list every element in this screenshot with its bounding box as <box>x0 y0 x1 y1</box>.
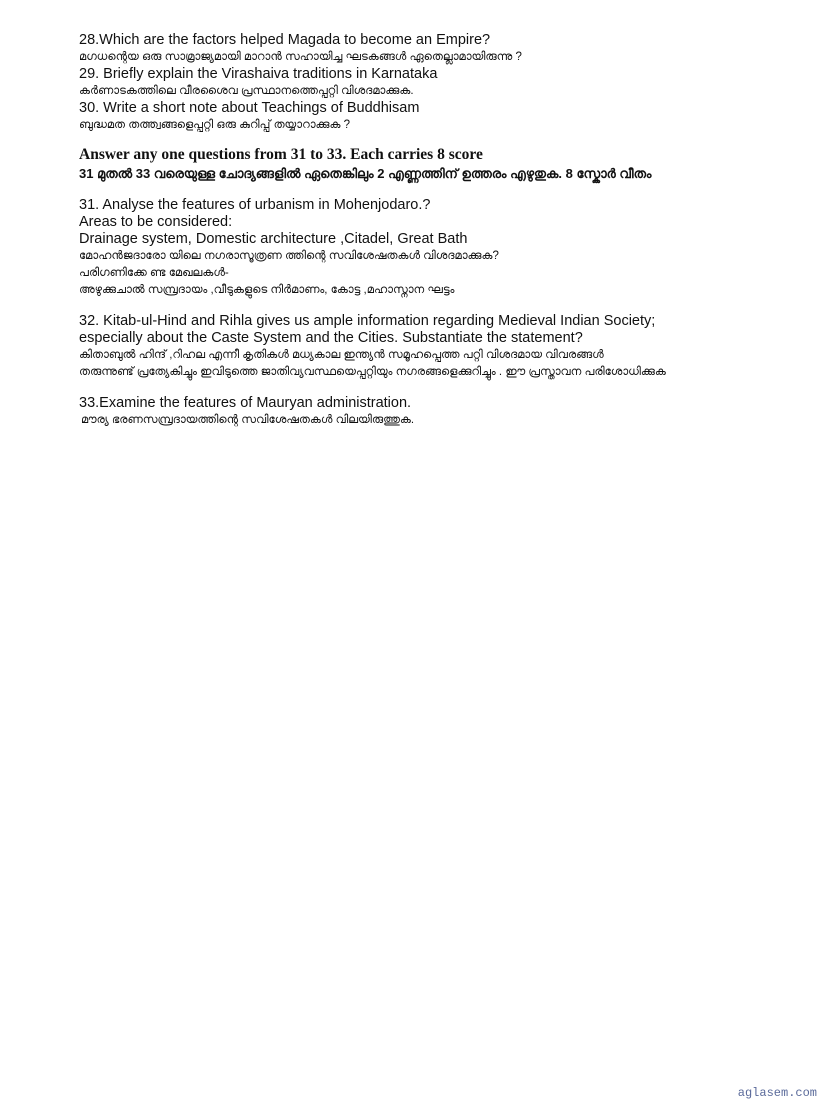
question-33-malayalam: മൗര്യ ഭരണസമ്പ്രദായത്തിന്റെ സവിശേഷതകൾ വിലയിരുത്തുക. <box>81 414 415 426</box>
question-31-areas-label-malayalam: പരിഗണിക്കേ ണ്ട മേഖലകൾ- <box>79 267 229 279</box>
question-32: 32. Kitab-ul-Hind and Rihla gives us ample information regarding Medieval Indian Society; <box>79 313 656 329</box>
question-28-malayalam: മഗധന്റെയ ഒരു സാമ്രാജ്യമായി മാറാൻ സഹായിച്ച ഘടകങ്ങൾ ഏതെല്ലാമായിരുന്നു ? <box>79 51 522 63</box>
question-32-malayalam-continued: തരുന്നുണ്ട് പ്രത്യേകിച്ചും ഇവിടുത്തെ ജാതിവ്യവസ്ഥയെപ്പറ്റിയും നഗരങ്ങളെക്കുറിച്ചും . ഈ പ്രസ്താവന പരിശോധിക്കുക <box>79 366 666 378</box>
question-33: 33.Examine the features of Mauryan administration. <box>79 395 412 411</box>
section-heading: Answer any one questions from 31 to 33. Each carries 8 score <box>79 146 483 163</box>
question-31-malayalam: മോഹൻജദാരോ യിലെ നഗരാസൂത്രണ ത്തിന്റെ സവിശേഷതകൾ വിശദമാക്കുക? <box>79 250 499 262</box>
question-31-areas-label: Areas to be considered: <box>79 214 233 230</box>
question-32-continued: especially about the Caste System and the Cities. Substantiate the statement? <box>79 330 583 346</box>
question-29-malayalam: കർണാടകത്തിലെ വീരശൈവ പ്രസ്ഥാനത്തെപ്പറ്റി വിശദമാക്കുക. <box>79 85 414 97</box>
question-30: 30. Write a short note about Teachings of Buddhisam <box>79 100 420 116</box>
question-31-areas: Drainage system, Domestic architecture ,Citadel, Great Bath <box>79 231 468 247</box>
question-32-malayalam: കിതാബുൽ ഹിന്ദ് ,റിഹല എന്നീ കൃതികൾ മധ്യകാല ഇന്ത്യൻ സമൂഹപ്പെത്ത പറ്റി വിശദമായ വിവരങ്ങൾ <box>79 349 604 361</box>
footer-watermark: aglasem.com <box>737 1086 817 1100</box>
question-28: 28.Which are the factors helped Magada to become an Empire? <box>79 32 491 48</box>
question-31: 31. Analyse the features of urbanism in Mohenjodaro.? <box>79 197 431 213</box>
section-heading-malayalam: 31 മുതൽ 33 വരെയുള്ള ചോദ്യങ്ങളിൽ ഏതെങ്കിലും 2 എണ്ണത്തിന് ഉത്തരം എഴുതുക. 8 സ്കോർ വീതം <box>79 166 652 181</box>
question-30-malayalam: ബുദ്ധമത തത്ത്വങ്ങളെപ്പറ്റി ഒരു കുറിപ്പ് തയ്യാറാക്കുക ? <box>79 119 351 131</box>
question-29: 29. Briefly explain the Virashaiva traditions in Karnataka <box>79 66 438 82</box>
question-paper-page <box>79 32 769 429</box>
question-31-areas-malayalam: അഴുക്കുചാൽ സമ്പ്രദായം ,വീടുകളുടെ നിർമാണം, കോട്ട ,മഹാസ്നാന ഘട്ടം <box>79 284 455 296</box>
